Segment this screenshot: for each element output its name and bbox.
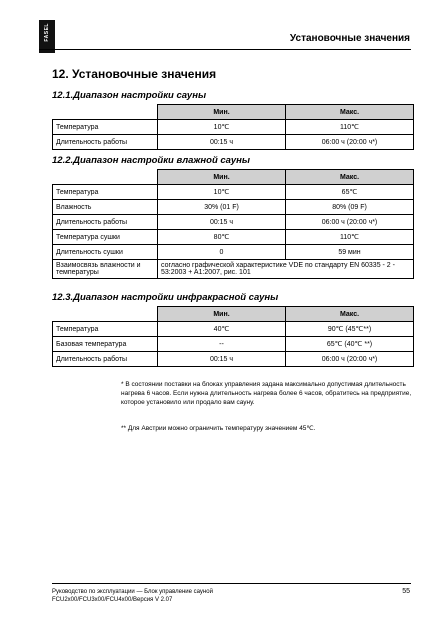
table-cell: 80% (09 F) bbox=[286, 200, 414, 215]
table-cell: Температура bbox=[53, 185, 158, 200]
table-cell: Длительность сушки bbox=[53, 245, 158, 260]
table-header-cell: Макс. bbox=[286, 170, 414, 185]
wet-sauna-heading: 12.2.Диапазон настройки влажной сауны bbox=[52, 155, 250, 166]
table-row bbox=[53, 215, 414, 230]
table-cell: Длительность работы bbox=[53, 352, 158, 367]
table-cell: 0 bbox=[158, 245, 286, 260]
table-header-cell bbox=[53, 170, 158, 185]
footer-line-1: Руководство по эксплуатации — Блок управление сауной bbox=[52, 589, 213, 595]
table-header-row bbox=[53, 307, 414, 322]
table-row bbox=[53, 120, 414, 135]
footer-divider bbox=[52, 583, 411, 584]
header-title: Установочные значения bbox=[289, 33, 410, 44]
table-cell: 00:15 ч bbox=[158, 215, 286, 230]
table-cell: 40℃ bbox=[158, 322, 286, 337]
table-row bbox=[53, 322, 414, 337]
table-header-cell: Макс. bbox=[286, 307, 414, 322]
table-cell: 00:15 ч bbox=[158, 135, 286, 150]
table-cell: Температура bbox=[53, 120, 158, 135]
footnote-heating-duration: * В состоянии поставки на блоках управления задана максимально допустимая длительность нагрева 6 часов. Если нужна длительность нагрева более 6 часов, обратитесь на предприятие, которое установило или продало вам сауну. bbox=[121, 381, 412, 406]
table-cell: 80℃ bbox=[158, 230, 286, 245]
table-cell: Влажность bbox=[53, 200, 158, 215]
table-row bbox=[53, 185, 414, 200]
table-cell: Длительность работы bbox=[53, 215, 158, 230]
table-row bbox=[53, 245, 414, 260]
table-row bbox=[53, 200, 414, 215]
table-cell: 65℃ (40℃ **) bbox=[286, 337, 414, 352]
table-row bbox=[53, 337, 414, 352]
table-cell: Температура сушки bbox=[53, 230, 158, 245]
table-header-cell: Мин. bbox=[158, 105, 286, 120]
fasel-logo: FASEL bbox=[39, 20, 55, 53]
table-cell: 65℃ bbox=[286, 185, 414, 200]
table-cell: 110℃ bbox=[286, 120, 414, 135]
table-header-cell: Макс. bbox=[286, 105, 414, 120]
table-cell: 06:00 ч (20:00 ч*) bbox=[286, 135, 414, 150]
table-cell: Длительность работы bbox=[53, 135, 158, 150]
table-cell: согласно графической характеристике VDE по стандарту EN 60335 - 2 - 53:2003 + A1:2007, рис. 101 bbox=[158, 260, 414, 279]
section-title: 12. Установочные значения bbox=[52, 67, 217, 81]
sauna-table bbox=[52, 104, 414, 150]
table-cell: -- bbox=[158, 337, 286, 352]
table-header-cell: Мин. bbox=[158, 307, 286, 322]
table-cell: Базовая температура bbox=[53, 337, 158, 352]
footnote-austria: ** Для Австрии можно ограничить температуру значением 45℃. bbox=[121, 425, 316, 432]
table-cell: 06:00 ч (20:00 ч*) bbox=[286, 352, 414, 367]
table-header-cell: Мин. bbox=[158, 170, 286, 185]
table-row bbox=[53, 135, 414, 150]
footer-line-2: FCU2x00/FCU3x00/FCU4x00/Версия V 2.07 bbox=[52, 597, 173, 604]
table-header-row bbox=[53, 105, 414, 120]
table-cell: 59 мин bbox=[286, 245, 414, 260]
infrared-heading: 12.3.Диапазон настройки инфракрасной сауны bbox=[52, 292, 279, 303]
table-cell: 06:00 ч (20:00 ч*) bbox=[286, 215, 414, 230]
table-cell: 10℃ bbox=[158, 185, 286, 200]
table-header-cell bbox=[53, 105, 158, 120]
table-cell: Взаимосвязь влажности и температуры bbox=[53, 260, 158, 279]
table-cell: 10℃ bbox=[158, 120, 286, 135]
table-row bbox=[53, 230, 414, 245]
table-header-row bbox=[53, 170, 414, 185]
table-cell: 90℃ (45℃**) bbox=[286, 322, 414, 337]
table-cell: 30% (01 F) bbox=[158, 200, 286, 215]
table-header-cell bbox=[53, 307, 158, 322]
page-number: 55 bbox=[402, 588, 410, 595]
infrared-table bbox=[52, 306, 414, 367]
wet-sauna-table bbox=[52, 169, 414, 279]
table-row bbox=[53, 260, 414, 279]
table-cell: 00:15 ч bbox=[158, 352, 286, 367]
table-cell: 110℃ bbox=[286, 230, 414, 245]
sauna-heading: 12.1.Диапазон настройки сауны bbox=[52, 90, 207, 101]
table-row bbox=[53, 352, 414, 367]
footer-text bbox=[52, 588, 213, 605]
table-cell: Температура bbox=[53, 322, 158, 337]
header-divider bbox=[39, 49, 411, 50]
